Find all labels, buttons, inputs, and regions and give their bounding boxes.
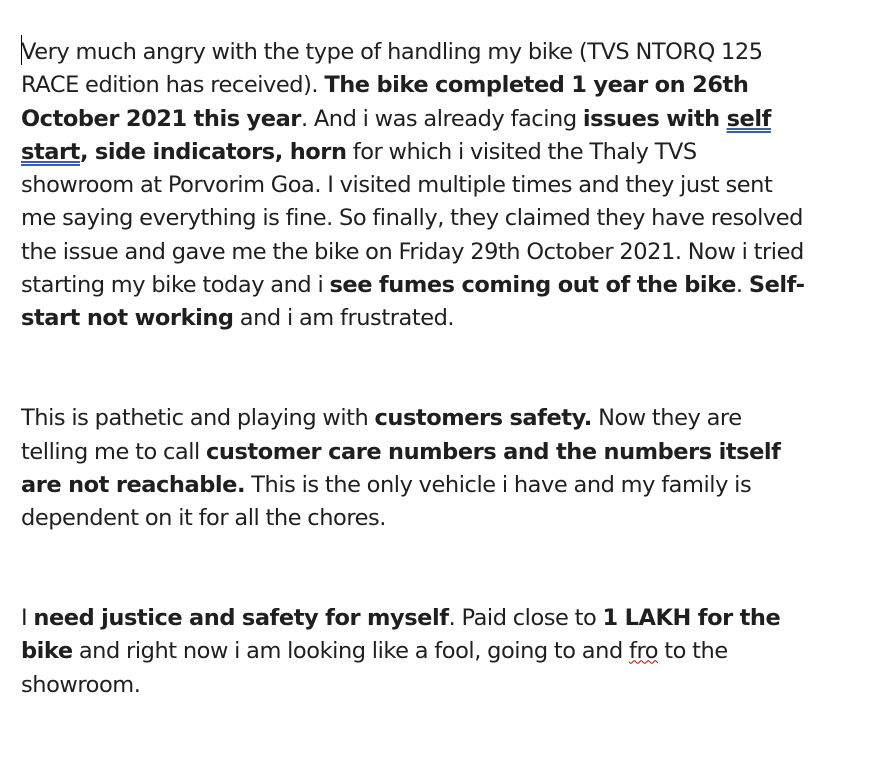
bold-text-run: 1 LAKH for the bike: [21, 605, 781, 665]
bold-text-run: , side indicators, horn: [79, 138, 347, 165]
text-run: and right now i am looking like a fool, going to and: [72, 638, 629, 665]
text-run: . And i was already facing: [300, 105, 583, 132]
text-run: for which i visited the Thaly TVS showroom at Porvorim Goa. I visited multiple times and they just sent me saying everything is fine. So finally, they claimed they have resolved the issue and gave me the bike on Friday 29th October 2021. Now i tried starting my bike today and i: [21, 138, 804, 299]
text-run: .: [735, 272, 749, 299]
bold-text-run: The bike completed 1 year on 26th October 2021 this year: [21, 72, 749, 132]
spellcheck-flagged-word[interactable]: fro: [628, 638, 659, 665]
paragraph-complaint-details[interactable]: [21, 36, 811, 336]
text-run: Now they are telling me to call: [21, 405, 742, 465]
paragraph-justice-request[interactable]: [21, 602, 811, 702]
text-run: This is the only vehicle i have and my family is dependent on it for all the chores.: [21, 471, 752, 532]
paragraph-safety-concern[interactable]: [21, 402, 811, 535]
text-run: to the showroom.: [21, 638, 728, 698]
text-run: Very much angry with the type of handling my bike (TVS NTORQ 125 RACE edition has received).: [21, 39, 763, 99]
bold-text-run: Self-start not working: [21, 272, 805, 332]
bold-text-run: customers safety.: [374, 405, 592, 432]
text-run: . Paid close to: [448, 605, 603, 632]
text-run: and i am frustrated.: [233, 305, 455, 332]
underlined-bold-text-run: self start: [21, 105, 771, 165]
bold-text-run: see fumes coming out of the bike: [329, 272, 736, 299]
bold-text-run: issues with: [582, 105, 727, 132]
document-body[interactable]: [21, 36, 811, 702]
text-run: This is pathetic and playing with: [21, 405, 375, 432]
text-run: I: [21, 605, 34, 632]
bold-text-run: customer care numbers and the numbers itself are not reachable.: [21, 438, 781, 498]
bold-text-run: need justice and safety for myself: [33, 605, 449, 632]
